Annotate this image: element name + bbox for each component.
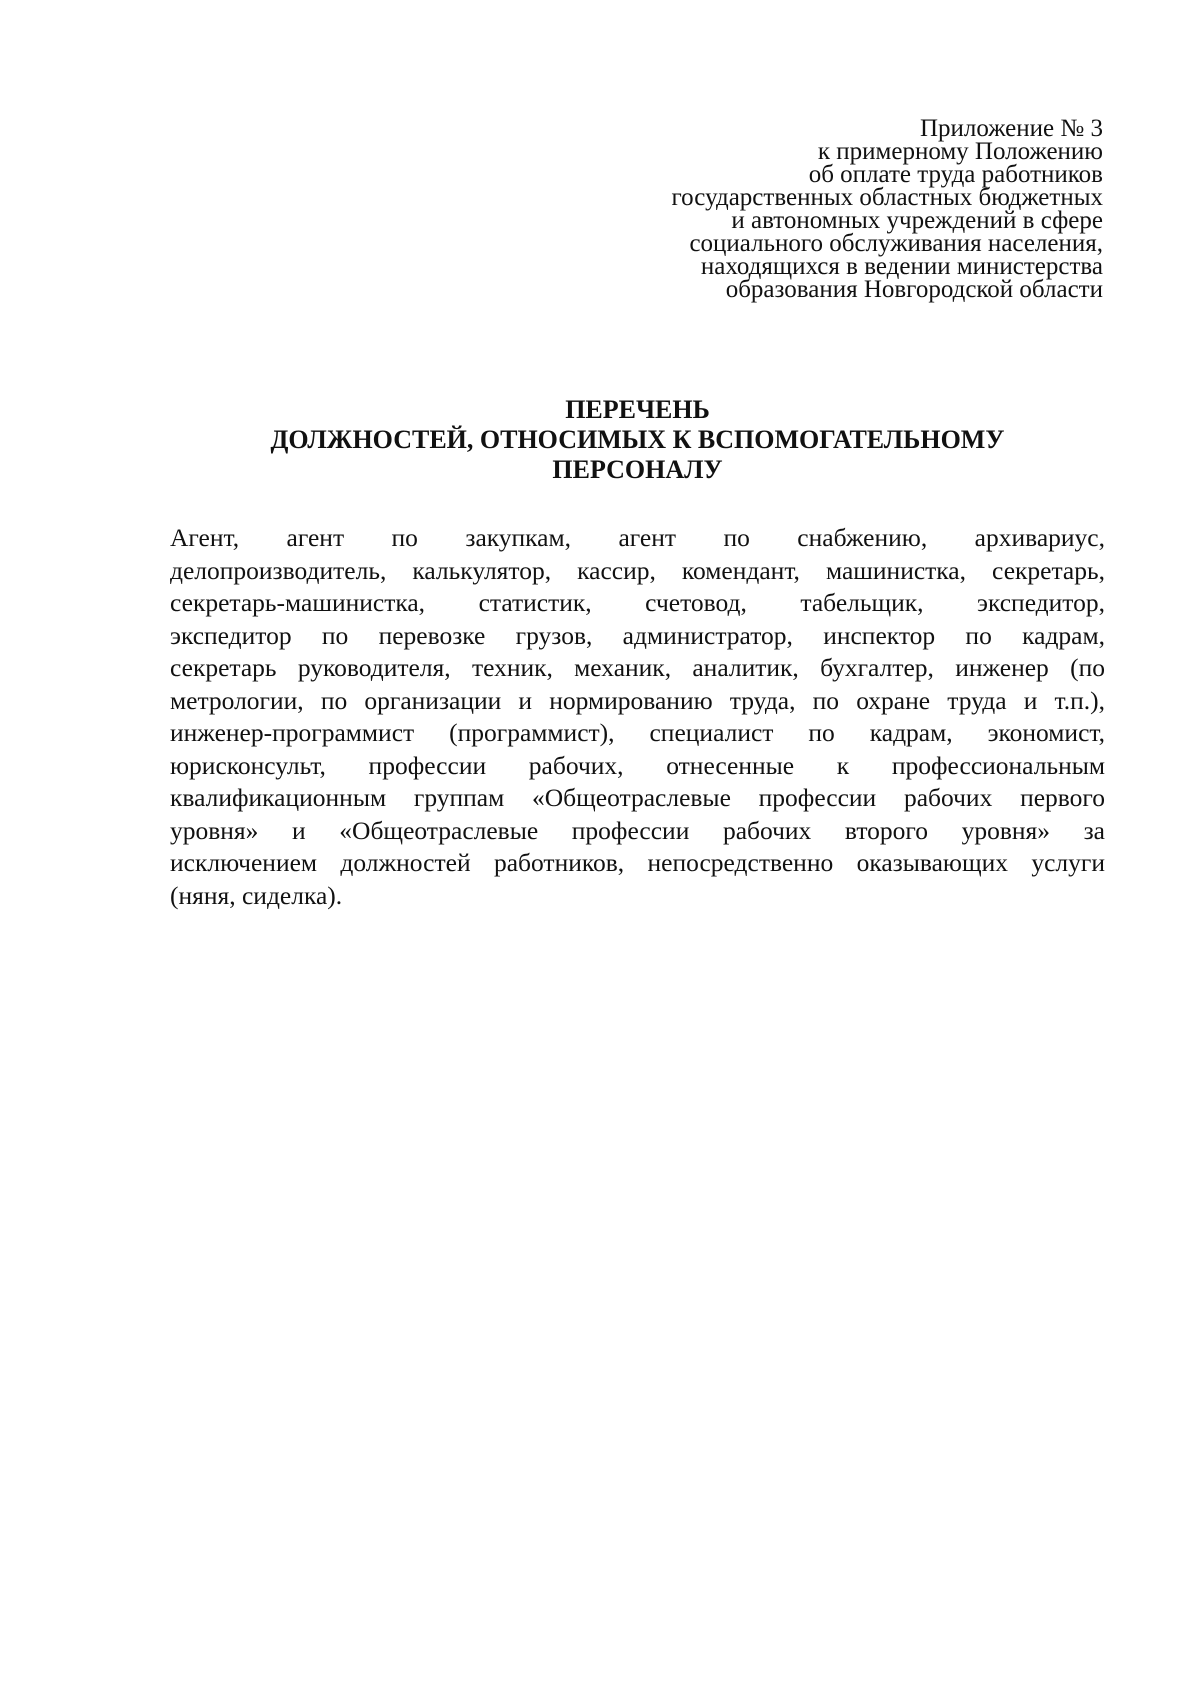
document-title (170, 395, 1105, 485)
paragraph-line: инженер-программист (программист), специалист по кадрам, экономист, (170, 718, 1105, 747)
paragraph-line: квалификационным группам «Общеотраслевые профессии рабочих первого (170, 783, 1105, 812)
paragraph-line: экспедитор по перевозке грузов, администратор, инспектор по кадрам, (170, 620, 1105, 650)
paragraph-line: секретарь руководителя, техник, механик, аналитик, бухгалтер, инженер (по (170, 653, 1105, 682)
appendix-header (463, 117, 1103, 301)
paragraph-line: уровня» и «Общеотраслевые профессии рабочих второго уровня» за (170, 815, 1105, 845)
title-line: ДОЛЖНОСТЕЙ, ОТНОСИМЫХ К ВСПОМОГАТЕЛЬНОМУ (270, 425, 1005, 454)
title-line: ПЕРСОНАЛУ (552, 455, 723, 484)
appendix-line: государственных областных бюджетных (671, 184, 1103, 211)
paragraph-line: метрологии, по организации и нормированию труда, по охране труда и т.п.), (170, 685, 1105, 715)
appendix-line: находящихся в ведении министерства (700, 253, 1103, 280)
paragraph-line: (няня, сиделка). (170, 880, 343, 910)
paragraph-line: юрисконсульт, профессии рабочих, отнесенные к профессиональным (170, 750, 1105, 780)
appendix-line: об оплате труда работников (808, 161, 1103, 188)
appendix-number: Приложение № 3 (919, 115, 1103, 142)
appendix-line: образования Новгородской области (725, 276, 1103, 303)
appendix-line: социального обслуживания населения, (689, 230, 1103, 257)
positions-list-paragraph (170, 522, 1105, 912)
paragraph-line: Агент, агент по закупкам, агент по снабжению, архивариус, (170, 523, 1105, 552)
appendix-line: и автономных учреждений в сфере (731, 207, 1103, 234)
appendix-line: к примерному Положению (817, 138, 1103, 165)
paragraph-line: исключением должностей работников, непосредственно оказывающих услуги (170, 848, 1105, 877)
paragraph-line: делопроизводитель, калькулятор, кассир, комендант, машинистка, секретарь, (170, 555, 1105, 585)
title-line: ПЕРЕЧЕНЬ (565, 395, 710, 424)
paragraph-line: секретарь-машинистка, статистик, счетовод, табельщик, экспедитор, (170, 588, 1105, 617)
